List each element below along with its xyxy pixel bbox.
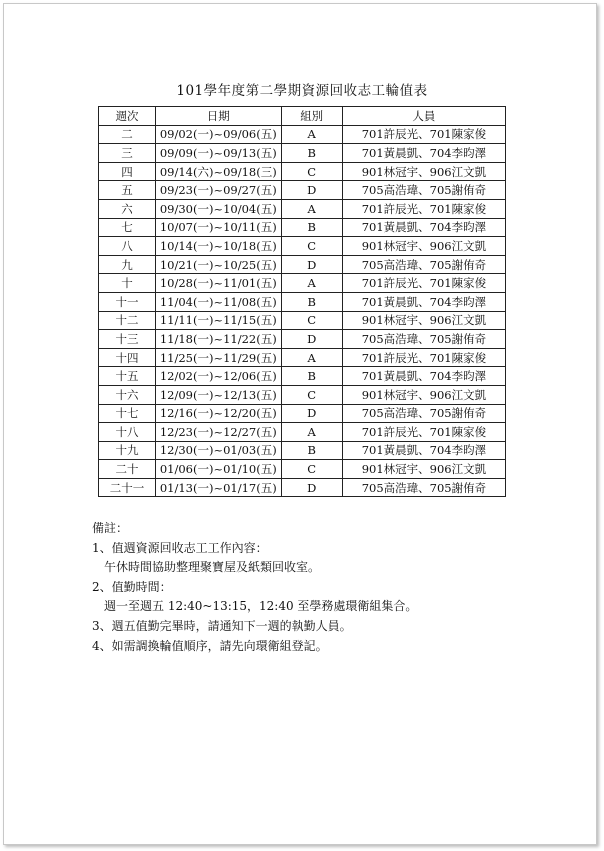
table-row	[99, 478, 506, 497]
cell-group: B	[281, 144, 342, 163]
cell-group: D	[281, 330, 342, 349]
cell-people: 705高浩瑋、705謝侑奇	[342, 404, 505, 423]
cell-group: D	[281, 404, 342, 423]
cell-date: 11/04(一)~11/08(五)	[155, 292, 281, 311]
cell-week: 四	[99, 162, 156, 181]
cell-group: D	[281, 478, 342, 497]
cell-date: 12/23(一)~12/27(五)	[155, 423, 281, 442]
cell-group: A	[281, 125, 342, 144]
cell-group: C	[281, 385, 342, 404]
cell-week: 二十一	[99, 478, 156, 497]
cell-group: B	[281, 441, 342, 460]
cell-week: 三	[99, 144, 156, 163]
cell-week: 八	[99, 237, 156, 256]
cell-group: C	[281, 460, 342, 479]
cell-people: 705高浩瑋、705謝侑奇	[342, 330, 505, 349]
cell-people: 701黃晨凱、704李昀澤	[342, 441, 505, 460]
cell-week: 十五	[99, 367, 156, 386]
cell-people: 901林冠宇、906江文凱	[342, 311, 505, 330]
table-row	[99, 292, 506, 311]
cell-date: 11/25(一)~11/29(五)	[155, 348, 281, 367]
cell-people: 701黃晨凱、704李昀澤	[342, 292, 505, 311]
cell-date: 12/30(一)~01/03(五)	[155, 441, 281, 460]
table-row	[99, 367, 506, 386]
cell-week: 六	[99, 199, 156, 218]
cell-date: 10/14(一)~10/18(五)	[155, 237, 281, 256]
cell-people: 701黃晨凱、704李昀澤	[342, 144, 505, 163]
cell-people: 701許辰光、701陳家俊	[342, 199, 505, 218]
cell-week: 二	[99, 125, 156, 144]
table-row	[99, 385, 506, 404]
note-item-1: 1、值週資源回收志工工作內容：	[92, 540, 268, 555]
cell-week: 五	[99, 181, 156, 200]
notes-section	[92, 519, 417, 656]
table-row	[99, 423, 506, 442]
header-group: 組別	[281, 107, 342, 126]
cell-date: 10/07(一)~10/11(五)	[155, 218, 281, 237]
cell-date: 11/11(一)~11/15(五)	[155, 311, 281, 330]
table-row	[99, 181, 506, 200]
note-item-4: 4、如需調換輪值順序，請先向環衛組登記。	[92, 638, 328, 653]
cell-people: 701黃晨凱、704李昀澤	[342, 367, 505, 386]
table-body	[99, 125, 506, 497]
cell-date: 12/02(一)~12/06(五)	[155, 367, 281, 386]
cell-date: 01/06(一)~01/10(五)	[155, 460, 281, 479]
table-header-row	[99, 107, 506, 126]
table-row	[99, 125, 506, 144]
table-row	[99, 255, 506, 274]
cell-group: D	[281, 255, 342, 274]
cell-week: 二十	[99, 460, 156, 479]
table-row	[99, 237, 506, 256]
cell-people: 701許辰光、701陳家俊	[342, 348, 505, 367]
cell-people: 901林冠宇、906江文凱	[342, 237, 505, 256]
cell-people: 901林冠宇、906江文凱	[342, 460, 505, 479]
header-date: 日期	[155, 107, 281, 126]
cell-week: 十一	[99, 292, 156, 311]
cell-date: 09/14(六)~09/18(三)	[155, 162, 281, 181]
cell-group: C	[281, 162, 342, 181]
cell-group: B	[281, 367, 342, 386]
cell-people: 705高浩瑋、705謝侑奇	[342, 255, 505, 274]
table-row	[99, 162, 506, 181]
cell-people: 705高浩瑋、705謝侑奇	[342, 181, 505, 200]
notes-heading: 備註：	[92, 521, 129, 535]
cell-week: 九	[99, 255, 156, 274]
cell-date: 11/18(一)~11/22(五)	[155, 330, 281, 349]
cell-week: 十	[99, 274, 156, 293]
page-title: 101學年度第二學期資源回收志工輪值表	[176, 83, 428, 99]
note-item-3: 3、週五值勤完畢時，請通知下一週的執勤人員。	[92, 618, 352, 633]
cell-week: 十三	[99, 330, 156, 349]
cell-week: 十六	[99, 385, 156, 404]
cell-date: 09/30(一)~10/04(五)	[155, 199, 281, 218]
table-row	[99, 441, 506, 460]
cell-people: 701黃晨凱、704李昀澤	[342, 218, 505, 237]
cell-people: 901林冠宇、906江文凱	[342, 162, 505, 181]
cell-date: 12/09(一)~12/13(五)	[155, 385, 281, 404]
duty-roster-table	[98, 106, 506, 497]
cell-group: C	[281, 311, 342, 330]
cell-date: 09/09(一)~09/13(五)	[155, 144, 281, 163]
cell-group: A	[281, 274, 342, 293]
cell-date: 10/28(一)~11/01(五)	[155, 274, 281, 293]
cell-group: A	[281, 348, 342, 367]
cell-group: C	[281, 237, 342, 256]
cell-date: 09/23(一)~09/27(五)	[155, 181, 281, 200]
cell-people: 701許辰光、701陳家俊	[342, 423, 505, 442]
table-row	[99, 199, 506, 218]
note-item-1-detail: 午休時間協助整理聚寶屋及紙類回收室。	[104, 560, 321, 575]
table-row	[99, 311, 506, 330]
cell-week: 十四	[99, 348, 156, 367]
table-row	[99, 218, 506, 237]
cell-group: B	[281, 292, 342, 311]
cell-date: 12/16(一)~12/20(五)	[155, 404, 281, 423]
cell-people: 701許辰光、701陳家俊	[342, 125, 505, 144]
table-row	[99, 404, 506, 423]
table-row	[99, 460, 506, 479]
table-row	[99, 348, 506, 367]
cell-week: 十七	[99, 404, 156, 423]
cell-group: A	[281, 199, 342, 218]
cell-week: 十九	[99, 441, 156, 460]
cell-week: 七	[99, 218, 156, 237]
table-row	[99, 330, 506, 349]
table-row	[99, 144, 506, 163]
note-item-2: 2、值勤時間：	[92, 579, 172, 594]
cell-people: 901林冠宇、906江文凱	[342, 385, 505, 404]
note-item-2-detail: 週一至週五 12:40~13:15，12:40 至學務處環衛組集合。	[104, 599, 418, 614]
cell-people: 701許辰光、701陳家俊	[342, 274, 505, 293]
cell-date: 10/21(一)~10/25(五)	[155, 255, 281, 274]
cell-people: 705高浩瑋、705謝侑奇	[342, 478, 505, 497]
cell-group: B	[281, 218, 342, 237]
header-people: 人員	[342, 107, 505, 126]
cell-week: 十二	[99, 311, 156, 330]
cell-date: 09/02(一)~09/06(五)	[155, 125, 281, 144]
cell-week: 十八	[99, 423, 156, 442]
cell-date: 01/13(一)~01/17(五)	[155, 478, 281, 497]
header-week: 週次	[99, 107, 156, 126]
cell-group: D	[281, 181, 342, 200]
table-row	[99, 274, 506, 293]
cell-group: A	[281, 423, 342, 442]
